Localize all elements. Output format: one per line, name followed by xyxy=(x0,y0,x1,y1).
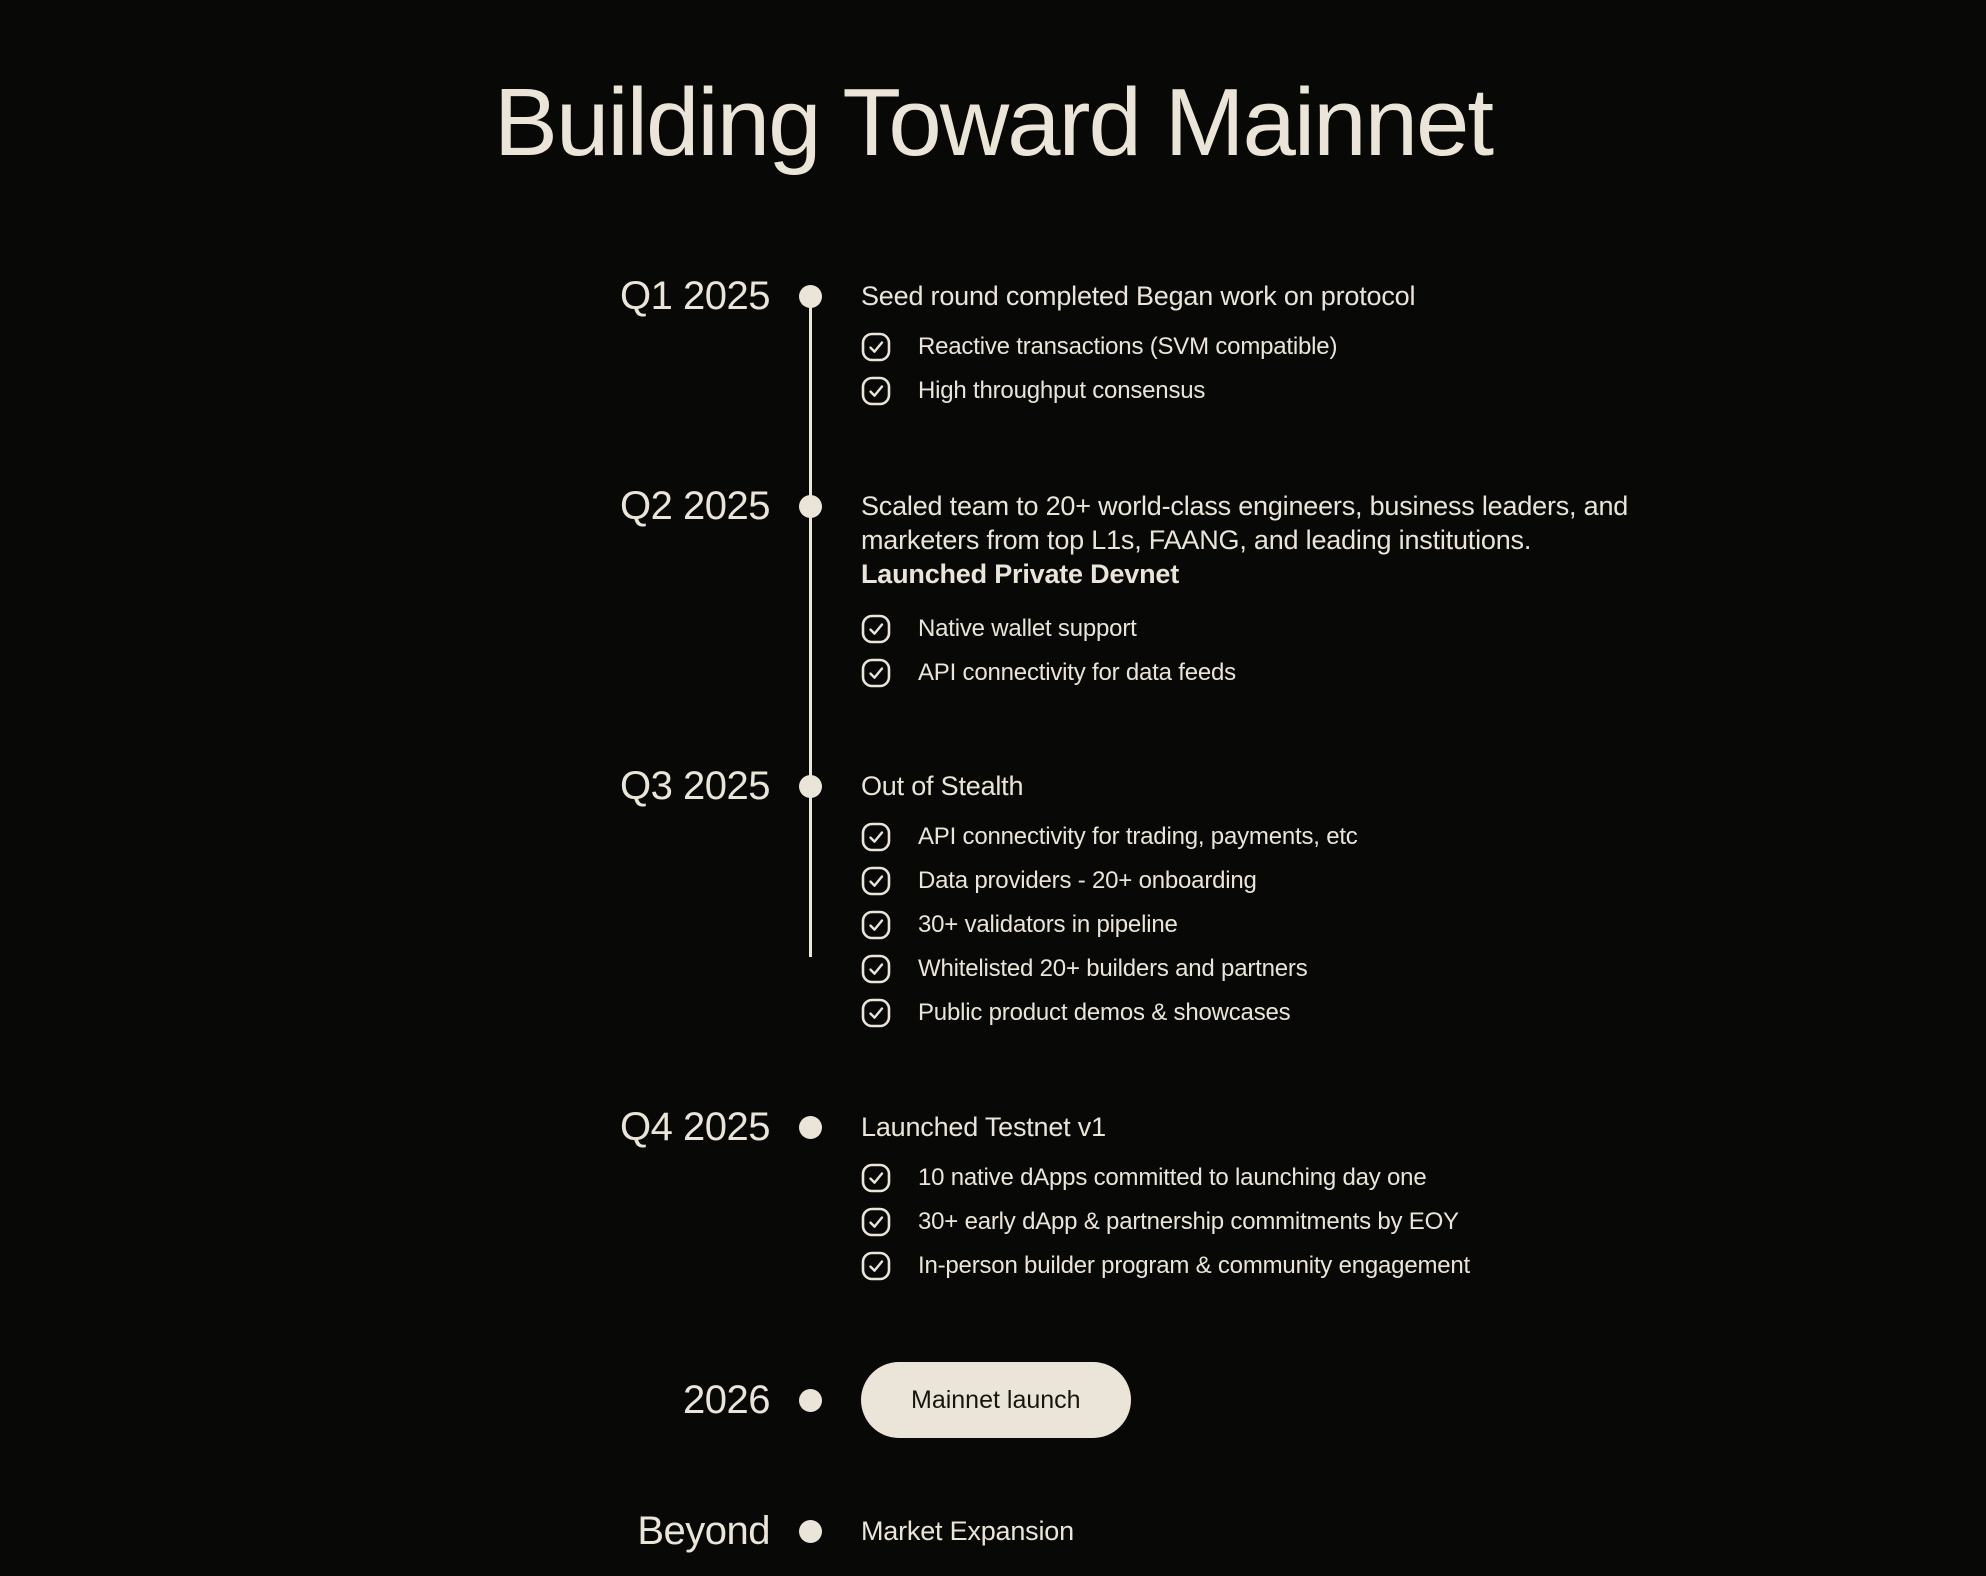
timeline-dot xyxy=(799,495,822,518)
milestone-item xyxy=(861,1244,1681,1288)
timeline-section-2026 xyxy=(0,1362,1986,1438)
mainnet-launch-button[interactable]: Mainnet launch xyxy=(861,1362,1131,1438)
timeline-dot xyxy=(799,285,822,308)
timeline-period-label: Q4 2025 xyxy=(620,1105,770,1149)
milestone-item-label: 10 native dApps committed to launching day one xyxy=(918,1164,1427,1191)
milestone-item-label: Data providers - 20+ onboarding xyxy=(918,867,1257,894)
milestone-item-label: API connectivity for trading, payments, etc xyxy=(918,823,1358,850)
timeline-period-label: 2026 xyxy=(683,1378,770,1422)
timeline-section-q3-2025 xyxy=(0,762,1986,1035)
milestone-item xyxy=(861,903,1681,947)
checkbox-checked-icon xyxy=(861,1207,891,1237)
milestone-heading: Scaled team to 20+ world-class engineers, business leaders, and marketers from top L1s, FAANG, and leading institutions. xyxy=(861,491,1629,555)
checkbox-checked-icon xyxy=(861,658,891,688)
checkbox-checked-icon xyxy=(861,954,891,984)
milestone-item xyxy=(861,947,1681,991)
milestone-item-label: High throughput consensus xyxy=(918,377,1206,404)
timeline-dot xyxy=(799,775,822,798)
milestone-item-label: Public product demos & showcases xyxy=(918,999,1291,1026)
milestone-item-label: 30+ early dApp & partnership commitments by EOY xyxy=(918,1208,1459,1235)
milestone-item-label: In-person builder program & community engagement xyxy=(918,1252,1471,1279)
milestone-heading: Seed round completed Began work on protocol xyxy=(861,281,1416,311)
timeline-period-label: Q2 2025 xyxy=(620,484,770,528)
timeline-section-beyond xyxy=(0,1507,1986,1555)
timeline-period-label: Q1 2025 xyxy=(620,274,770,318)
milestone-item xyxy=(861,369,1681,413)
timeline-dot xyxy=(799,1389,822,1412)
milestone-heading: Launched Testnet v1 xyxy=(861,1112,1106,1142)
milestone-heading: Out of Stealth xyxy=(861,771,1024,801)
checkbox-checked-icon xyxy=(861,998,891,1028)
checkbox-checked-icon xyxy=(861,822,891,852)
checkbox-checked-icon xyxy=(861,614,891,644)
milestone-item xyxy=(861,325,1681,369)
timeline-section-q4-2025 xyxy=(0,1103,1986,1288)
milestone-item xyxy=(861,815,1681,859)
milestone-item xyxy=(861,991,1681,1035)
milestone-item-label: API connectivity for data feeds xyxy=(918,659,1236,686)
milestone-item-label: Whitelisted 20+ builders and partners xyxy=(918,955,1308,982)
milestone-item xyxy=(861,1156,1681,1200)
milestone-item-label: 30+ validators in pipeline xyxy=(918,911,1178,938)
checkbox-checked-icon xyxy=(861,332,891,362)
milestone-checklist xyxy=(861,815,1681,1035)
page-title: Building Toward Mainnet xyxy=(493,69,1493,177)
timeline-section-q1-2025 xyxy=(0,272,1986,413)
timeline-dot xyxy=(799,1116,822,1139)
checkbox-checked-icon xyxy=(861,1251,891,1281)
milestone-item xyxy=(861,607,1681,651)
timeline-period-label: Q3 2025 xyxy=(620,764,770,808)
milestone-item-label: Reactive transactions (SVM compatible) xyxy=(918,333,1338,360)
milestone-checklist xyxy=(861,325,1681,413)
milestone-checklist xyxy=(861,607,1681,695)
timeline-section-q2-2025 xyxy=(0,482,1986,695)
timeline-dot xyxy=(799,1520,822,1543)
milestone-checklist xyxy=(861,1156,1681,1288)
milestone-item xyxy=(861,1200,1681,1244)
milestone-heading: Market Expansion xyxy=(861,1516,1074,1546)
milestone-subheading: Launched Private Devnet xyxy=(861,559,1180,589)
timeline-period-label: Beyond xyxy=(637,1509,770,1553)
milestone-item xyxy=(861,859,1681,903)
milestone-item-label: Native wallet support xyxy=(918,615,1137,642)
checkbox-checked-icon xyxy=(861,866,891,896)
checkbox-checked-icon xyxy=(861,910,891,940)
checkbox-checked-icon xyxy=(861,1163,891,1193)
milestone-item xyxy=(861,651,1681,695)
checkbox-checked-icon xyxy=(861,376,891,406)
